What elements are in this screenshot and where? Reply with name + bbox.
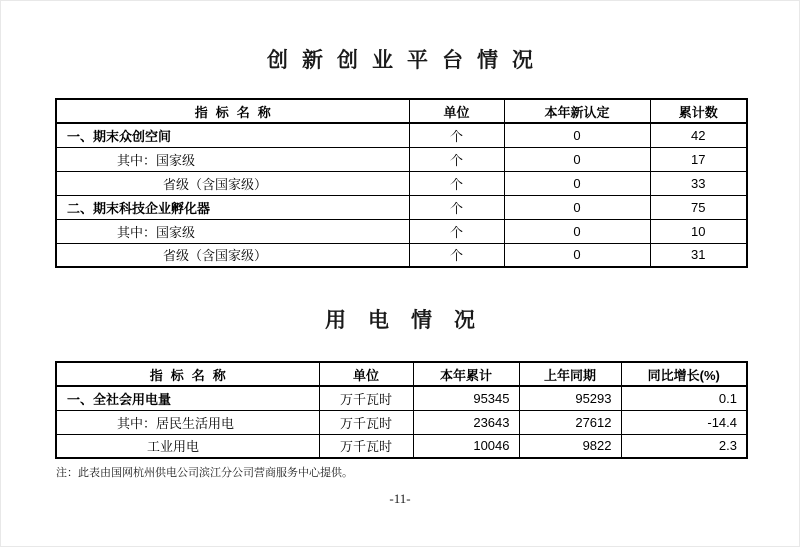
table-row <box>56 219 747 243</box>
cumulative-cell: 17 <box>650 147 747 171</box>
unit-cell: 个 <box>409 171 504 195</box>
previous-period-cell: 95293 <box>519 386 621 410</box>
unit-cell: 个 <box>409 219 504 243</box>
indicator-cell: 其中：国家级 <box>56 147 409 171</box>
new-this-year-cell: 0 <box>504 123 650 147</box>
yoy-growth-cell: -14.4 <box>621 410 747 434</box>
table-source-footnote: 注：此表由国网杭州供电公司滨江分公司营商服务中心提供。 <box>56 467 353 479</box>
cumulative-cell: 10 <box>650 219 747 243</box>
cumulative-cell: 33 <box>650 171 747 195</box>
new-this-year-cell: 0 <box>504 147 650 171</box>
page-number: -11- <box>389 491 411 506</box>
col-header-indicator: 指标名称 <box>56 362 319 386</box>
new-this-year-cell: 0 <box>504 195 650 219</box>
col-header-indicator: 指标名称 <box>56 99 409 123</box>
table-row <box>56 243 747 267</box>
innovation-platform-table <box>55 98 748 268</box>
unit-cell: 万千瓦时 <box>319 434 413 458</box>
previous-period-cell: 9822 <box>519 434 621 458</box>
yoy-growth-cell: 2.3 <box>621 434 747 458</box>
indicator-cell: 其中：国家级 <box>56 219 409 243</box>
table-row <box>56 123 747 147</box>
table-row <box>56 386 747 410</box>
section2-title: 用电情况 <box>325 309 497 332</box>
current-total-cell: 23643 <box>413 410 519 434</box>
col-header-new-this-year: 本年新认定 <box>504 99 650 123</box>
current-total-cell: 10046 <box>413 434 519 458</box>
table-row <box>56 171 747 195</box>
indicator-cell: 省级（含国家级） <box>56 243 409 267</box>
unit-cell: 个 <box>409 243 504 267</box>
col-header-current-total: 本年累计 <box>413 362 519 386</box>
unit-cell: 万千瓦时 <box>319 386 413 410</box>
indicator-cell: 二、期末科技企业孵化器 <box>56 195 409 219</box>
indicator-cell: 一、期末众创空间 <box>56 123 409 147</box>
unit-cell: 万千瓦时 <box>319 410 413 434</box>
table-header-row <box>56 99 747 123</box>
new-this-year-cell: 0 <box>504 219 650 243</box>
cumulative-cell: 42 <box>650 123 747 147</box>
yoy-growth-cell: 0.1 <box>621 386 747 410</box>
unit-cell: 个 <box>409 195 504 219</box>
new-this-year-cell: 0 <box>504 171 650 195</box>
new-this-year-cell: 0 <box>504 243 650 267</box>
table-header-row <box>56 362 747 386</box>
col-header-unit: 单位 <box>409 99 504 123</box>
unit-cell: 个 <box>409 147 504 171</box>
table-row <box>56 147 747 171</box>
unit-cell: 个 <box>409 123 504 147</box>
table-row <box>56 434 747 458</box>
col-header-unit: 单位 <box>319 362 413 386</box>
col-header-yoy-growth: 同比增长(%) <box>621 362 747 386</box>
table-row <box>56 195 747 219</box>
current-total-cell: 95345 <box>413 386 519 410</box>
section1-title: 创新创业平台情况 <box>267 49 547 72</box>
col-header-previous-period: 上年同期 <box>519 362 621 386</box>
electricity-usage-table <box>55 361 748 459</box>
cumulative-cell: 31 <box>650 243 747 267</box>
indicator-cell: 其中：居民生活用电 <box>56 410 319 434</box>
indicator-cell: 工业用电 <box>56 434 319 458</box>
table-row <box>56 410 747 434</box>
indicator-cell: 一、全社会用电量 <box>56 386 319 410</box>
indicator-cell: 省级（含国家级） <box>56 171 409 195</box>
cumulative-cell: 75 <box>650 195 747 219</box>
previous-period-cell: 27612 <box>519 410 621 434</box>
col-header-cumulative: 累计数 <box>650 99 747 123</box>
